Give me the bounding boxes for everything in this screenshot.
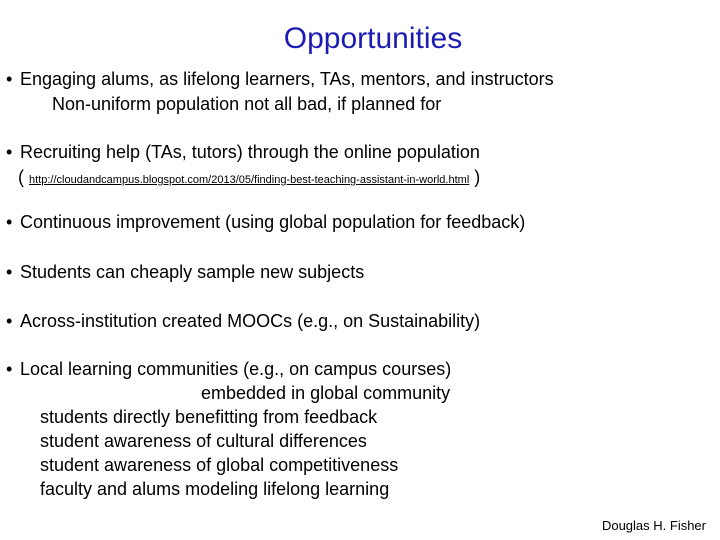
bullet-item-alums: [6, 68, 554, 90]
bullet-item-across-institution: [6, 310, 480, 332]
bullet-text: Recruiting help (TAs, tutors) through the online population: [20, 142, 480, 162]
bullet-icon: •: [6, 69, 13, 89]
sub-item: faculty and alums modeling lifelong learning: [40, 479, 390, 499]
author-credit: Douglas H. Fisher: [601, 518, 706, 533]
bullet-item-recruiting: [6, 141, 480, 163]
blog-link[interactable]: http://cloudandcampus.blogspot.com/2013/05/finding-best-teaching-assistant-in-world.html: [29, 174, 470, 186]
open-paren: (: [18, 167, 24, 187]
link-row: [18, 166, 480, 191]
bullet-icon: •: [6, 262, 13, 282]
bullet-text: Engaging alums, as lifelong learners, TAs, mentors, and instructors: [20, 69, 554, 89]
bullet-item-improvement: [6, 211, 525, 233]
bullet-text: Local learning communities (e.g., on campus courses): [20, 359, 452, 379]
sub-item: student awareness of cultural differences: [40, 431, 367, 451]
close-paren: ): [474, 167, 481, 187]
bullet-item-sample: [6, 261, 364, 283]
sub-item: student awareness of global competitiveness: [40, 455, 399, 475]
bullet-text: Across-institution created MOOCs (e.g., on Sustainability): [20, 311, 481, 331]
bullet-icon: •: [6, 359, 13, 379]
bullet-item-local-communities: [6, 358, 451, 380]
bullet-icon: •: [6, 212, 13, 232]
sub-item: Non-uniform population not all bad, if planned for: [52, 94, 442, 114]
slide-title: Opportunities: [283, 22, 463, 55]
bullet-icon: •: [6, 311, 13, 331]
bullet-text: Continuous improvement (using global population for feedback): [20, 212, 526, 232]
sub-item: embedded in global community: [201, 383, 451, 403]
sub-item: students directly benefitting from feedback: [40, 407, 378, 427]
bullet-text: Students can cheaply sample new subjects: [20, 262, 365, 282]
bullet-icon: •: [6, 142, 13, 162]
